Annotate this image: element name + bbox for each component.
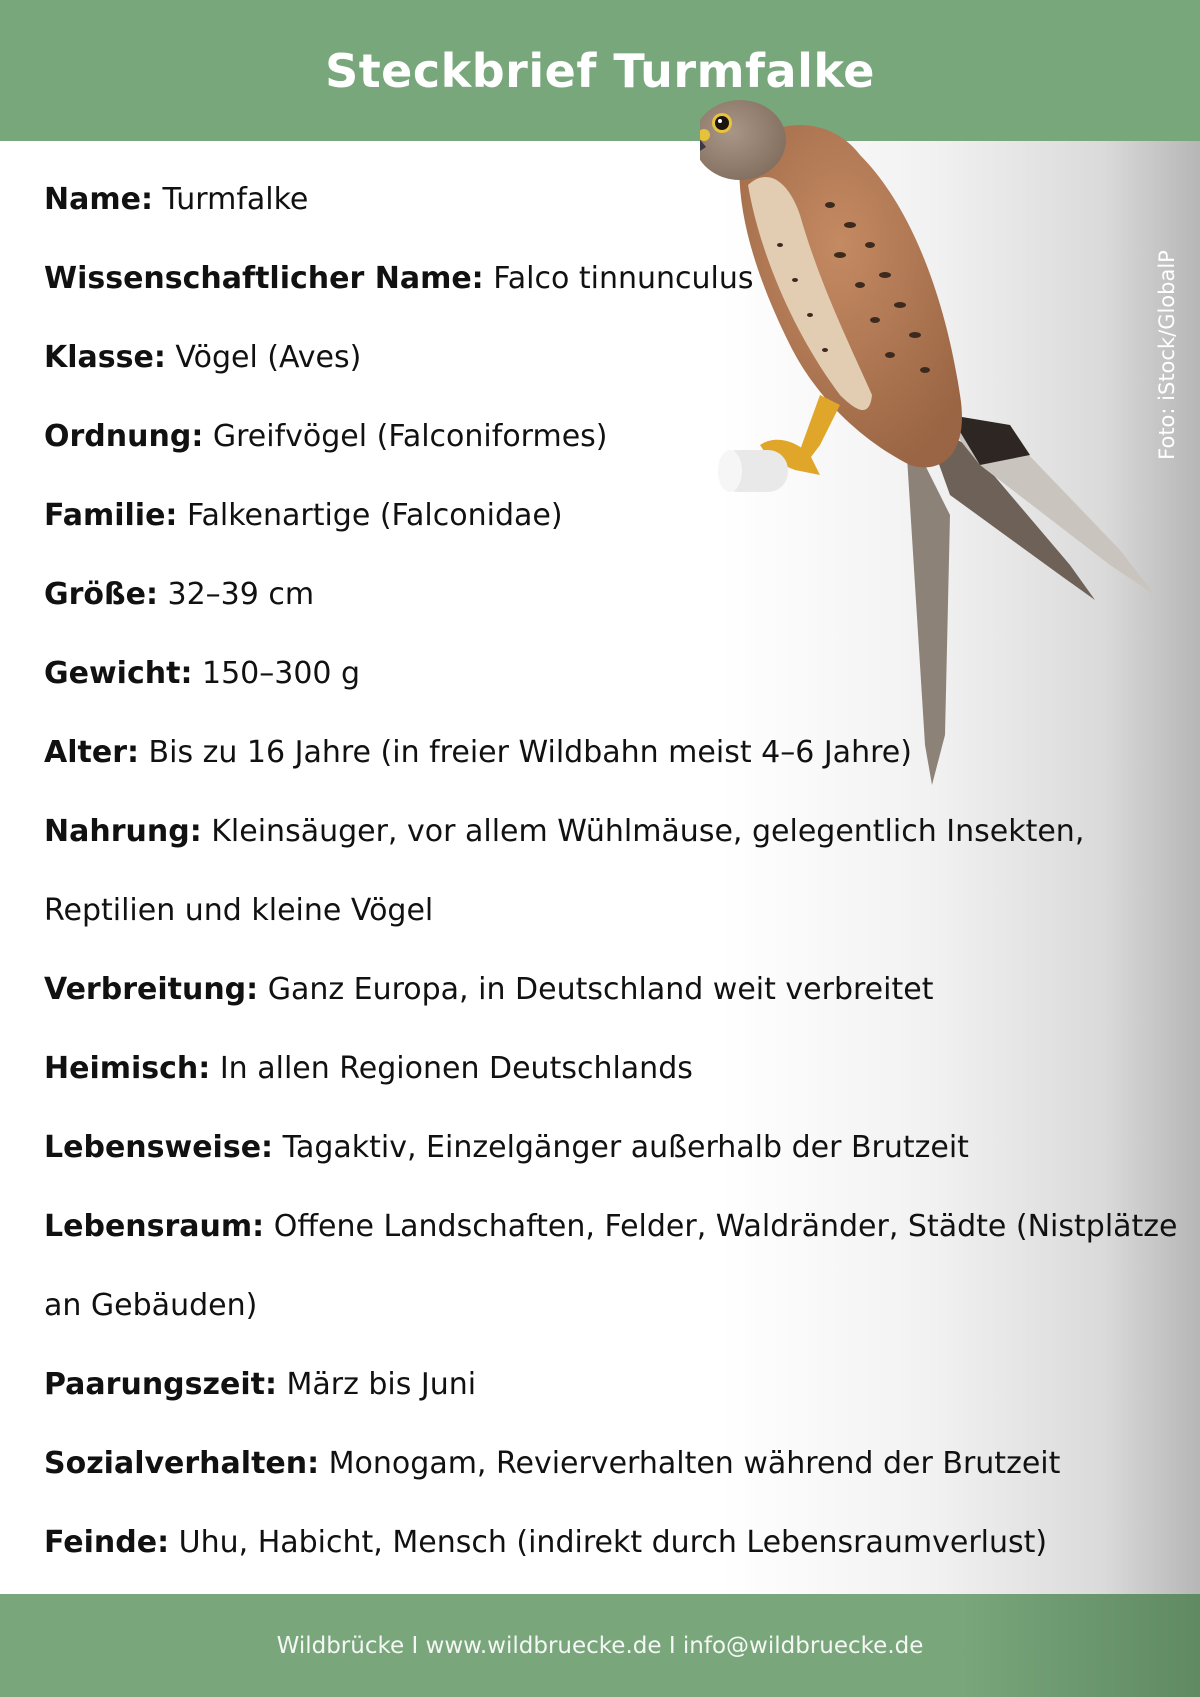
fact-value: Kleinsäuger, vor allem Wühlmäuse, gelegentlich Insekten, Reptilien und kleine Vögel	[44, 814, 1085, 928]
fact-label: Wissenschaftlicher Name:	[44, 261, 484, 296]
fact-habitat	[44, 1187, 1194, 1345]
fact-label: Sozialverhalten:	[44, 1446, 320, 1481]
fact-scientific-name	[44, 239, 1194, 318]
fact-value: Turmfalke	[162, 182, 309, 217]
fact-label: Klasse:	[44, 340, 166, 375]
fact-label: Nahrung:	[44, 814, 202, 849]
fact-label: Verbreitung:	[44, 972, 259, 1007]
fact-value: 32–39 cm	[167, 577, 315, 612]
fact-size	[44, 555, 1194, 634]
fact-label: Lebensweise:	[44, 1130, 274, 1165]
fact-label: Familie:	[44, 498, 178, 533]
fact-label: Paarungszeit:	[44, 1367, 277, 1402]
fact-distribution	[44, 950, 1194, 1029]
fact-label: Gewicht:	[44, 656, 193, 691]
fact-enemies	[44, 1503, 1194, 1582]
fact-native	[44, 1029, 1194, 1108]
photo-credit: Foto: iStock/GlobalP	[1155, 250, 1179, 460]
fact-value: Ganz Europa, in Deutschland weit verbreitet	[267, 972, 934, 1007]
fact-label: Größe:	[44, 577, 158, 612]
fact-list	[44, 160, 1194, 1582]
fact-value: Offene Landschaften, Felder, Waldränder, Städte (Nistplätze an Gebäuden)	[44, 1209, 1178, 1323]
fact-mating-season	[44, 1345, 1194, 1424]
fact-value: Bis zu 16 Jahre (in freier Wildbahn meist 4–6 Jahre)	[148, 735, 912, 770]
fact-value: Falco tinnunculus	[493, 261, 754, 296]
fact-value: In allen Regionen Deutschlands	[219, 1051, 693, 1086]
fact-class	[44, 318, 1194, 397]
fact-label: Ordnung:	[44, 419, 204, 454]
footer-contact: Wildbrücke I www.wildbruecke.de I info@wildbruecke.de	[276, 1632, 924, 1659]
fact-value: Tagaktiv, Einzelgänger außerhalb der Brutzeit	[282, 1130, 969, 1165]
fact-label: Feinde:	[44, 1525, 170, 1560]
fact-diet	[44, 792, 1194, 950]
fact-value: Greifvögel (Falconiformes)	[212, 419, 608, 454]
fact-label: Heimisch:	[44, 1051, 211, 1086]
fact-order	[44, 397, 1194, 476]
footer-banner	[0, 1594, 1200, 1697]
fact-family	[44, 476, 1194, 555]
fact-value: 150–300 g	[202, 656, 361, 691]
fact-social-behavior	[44, 1424, 1194, 1503]
fact-weight	[44, 634, 1194, 713]
fact-value: Monogam, Revierverhalten während der Brutzeit	[328, 1446, 1061, 1481]
fact-age	[44, 713, 1194, 792]
fact-label: Lebensraum:	[44, 1209, 265, 1244]
fact-value: Uhu, Habicht, Mensch (indirekt durch Lebensraumverlust)	[178, 1525, 1048, 1560]
fact-value: März bis Juni	[286, 1367, 477, 1402]
fact-label: Name:	[44, 182, 153, 217]
fact-name	[44, 160, 1194, 239]
fact-value: Falkenartige (Falconidae)	[186, 498, 563, 533]
fact-lifestyle	[44, 1108, 1194, 1187]
page-title: Steckbrief Turmfalke	[325, 43, 875, 98]
fact-value: Vögel (Aves)	[175, 340, 362, 375]
fact-label: Alter:	[44, 735, 139, 770]
